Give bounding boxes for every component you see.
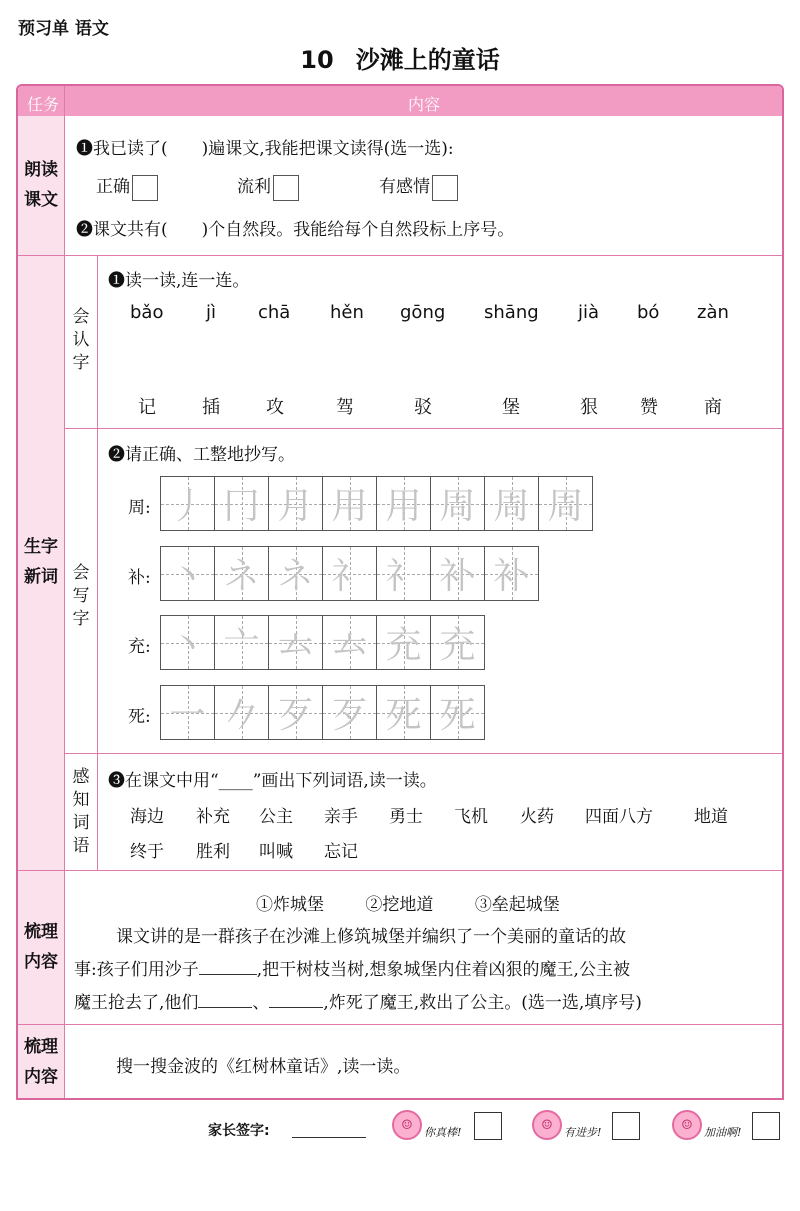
- char-item: 插: [202, 397, 220, 418]
- pinyin-item: gōng: [400, 302, 446, 323]
- task-text: 生字: [24, 537, 58, 557]
- char-item: 驾: [336, 397, 354, 418]
- tracing-cell[interactable]: [376, 546, 431, 601]
- tracing-glyph: 死: [439, 695, 476, 736]
- tracing-cell[interactable]: [214, 685, 269, 740]
- task-text: 内容: [24, 952, 58, 972]
- tracing-cell[interactable]: [214, 615, 269, 670]
- tracing-glyph: 充: [385, 625, 422, 666]
- tracing-cell[interactable]: [214, 476, 269, 531]
- option-label: 流利: [237, 177, 271, 197]
- pinyin-item: zàn: [697, 302, 729, 323]
- row-divider: [18, 255, 782, 256]
- tracing-glyph: ネ: [277, 556, 314, 597]
- signature-line[interactable]: [292, 1137, 366, 1138]
- vocab-word: 忘记: [324, 842, 358, 862]
- tracing-glyph: 周: [439, 486, 476, 527]
- write-char-label: 死:: [128, 707, 151, 727]
- tracing-glyph: 补: [439, 556, 476, 597]
- row-divider: [18, 870, 782, 871]
- write-char-label: 周:: [128, 498, 151, 518]
- option-expressive: [379, 172, 458, 201]
- choice-item: ①炸城堡: [256, 895, 324, 915]
- label-char: 词: [72, 813, 90, 833]
- vocab-word: 四面八方: [585, 807, 653, 827]
- char-item: 驳: [414, 397, 432, 418]
- summary-text: 事:孩子们用沙子: [74, 960, 199, 980]
- fill-blank[interactable]: [198, 1007, 252, 1008]
- fill-blank[interactable]: [199, 974, 257, 975]
- option-checkbox[interactable]: [132, 175, 158, 201]
- tracing-glyph: 冂: [223, 486, 260, 527]
- label-char: 会: [72, 563, 90, 583]
- tracing-glyph: 亠: [223, 625, 260, 666]
- tracing-cell[interactable]: [376, 615, 431, 670]
- vocab-word: 补充: [196, 807, 230, 827]
- read-count-question: ❶我已读了( )遍课文,我能把课文读得(选一选):: [76, 139, 454, 159]
- pinyin-item: shāng: [484, 302, 539, 323]
- task-extend: [18, 1032, 64, 1092]
- task-read-aloud: [18, 155, 64, 215]
- tracing-glyph: 礻: [385, 556, 422, 597]
- vocab-word: 飞机: [454, 807, 488, 827]
- choice-item: ③垒起城堡: [474, 895, 560, 915]
- task-text: 课文: [24, 190, 58, 210]
- vocab-word: 地道: [694, 807, 728, 827]
- tracing-cell[interactable]: [160, 476, 215, 531]
- tracing-cell[interactable]: [214, 546, 269, 601]
- tracing-cell[interactable]: [322, 615, 377, 670]
- tracing-cell[interactable]: [484, 476, 539, 531]
- tracing-glyph: 周: [547, 486, 584, 527]
- tracing-glyph: 补: [493, 556, 530, 597]
- summary-text: 、: [252, 993, 270, 1013]
- tracing-grid-zhou: [160, 476, 593, 531]
- tracing-cell[interactable]: [160, 546, 215, 601]
- sun-face-icon: ☺: [392, 1110, 422, 1140]
- vocab-word: 勇士: [389, 807, 423, 827]
- pinyin-item: chā: [258, 302, 291, 323]
- sun-face-icon: ☺: [672, 1110, 702, 1140]
- worksheet-label: 预习单 语文: [18, 19, 109, 39]
- option-label: 有感情: [379, 177, 430, 197]
- cheer-keep-going: 加油啊!: [704, 1126, 742, 1139]
- tracing-cell[interactable]: [430, 685, 485, 740]
- tracing-glyph: 丶: [169, 625, 206, 666]
- pinyin-item: jià: [578, 302, 600, 323]
- tracing-glyph: 歹: [277, 695, 314, 736]
- label-char: 知: [72, 790, 90, 810]
- sun-face-icon: ☺: [532, 1110, 562, 1140]
- tracing-cell[interactable]: [322, 685, 377, 740]
- label-char: 写: [72, 586, 90, 606]
- task-text: 梳理: [24, 1037, 58, 1057]
- label-write: [66, 562, 96, 631]
- fill-blank[interactable]: [269, 1007, 323, 1008]
- tracing-glyph: 用: [331, 486, 368, 527]
- label-char: 会: [72, 307, 90, 327]
- recognize-instruction: ❶读一读,连一连。: [108, 271, 250, 291]
- tracing-cell[interactable]: [160, 685, 215, 740]
- summary-line: [74, 988, 642, 1013]
- subcolumn-divider: [97, 256, 98, 870]
- summary-text: ,炸死了魔王,救出了公主。(选一选,填序号): [323, 993, 642, 1013]
- task-text: 新词: [24, 567, 58, 587]
- task-text: 朗读: [24, 160, 58, 180]
- tracing-cell[interactable]: [430, 476, 485, 531]
- vocab-word: 终于: [130, 842, 164, 862]
- tracing-cell[interactable]: [268, 546, 323, 601]
- pinyin-item: bǎo: [130, 302, 164, 323]
- sense-instruction: ❸在课文中用“____”画出下列词语,读一读。: [108, 771, 437, 791]
- tracing-cell[interactable]: [322, 546, 377, 601]
- cheer-great: 你真棒!: [424, 1126, 462, 1139]
- char-item: 记: [138, 397, 156, 418]
- row-divider: [65, 428, 782, 429]
- tracing-glyph: 月: [277, 486, 314, 527]
- rating-checkbox[interactable]: [612, 1112, 640, 1140]
- vocab-word: 火药: [520, 807, 554, 827]
- option-checkbox[interactable]: [273, 175, 299, 201]
- summary-line: [74, 955, 630, 980]
- header-task: 任务: [26, 95, 59, 114]
- char-item: 堡: [502, 397, 520, 418]
- label-sense: [66, 766, 96, 858]
- tracing-glyph: 死: [385, 695, 422, 736]
- tracing-glyph: 丶: [169, 556, 206, 597]
- tracing-grid-si: [160, 685, 485, 740]
- cheer-progress: 有进步!: [564, 1126, 602, 1139]
- tracing-glyph: 𠂊: [223, 695, 260, 736]
- write-char-label: 补:: [128, 568, 151, 588]
- tracing-cell[interactable]: [268, 685, 323, 740]
- tracing-grid-chong: [160, 615, 485, 670]
- lesson-number: 10: [300, 46, 334, 74]
- vocab-word: 海边: [130, 807, 164, 827]
- tracing-glyph: 用: [385, 486, 422, 527]
- task-new-words: [18, 532, 64, 592]
- label-char: 字: [72, 609, 90, 629]
- vocab-word: 亲手: [324, 807, 358, 827]
- tracing-glyph: 歹: [331, 695, 368, 736]
- rating-checkbox[interactable]: [752, 1112, 780, 1140]
- parent-signature-label: 家长签字:: [208, 1123, 270, 1139]
- tracing-cell[interactable]: [484, 546, 539, 601]
- tracing-glyph: 一: [169, 695, 206, 736]
- extend-text: 搜一搜金波的《红树林童话》,读一读。: [116, 1057, 411, 1077]
- choice-item: ②挖地道: [365, 895, 434, 915]
- pinyin-item: hěn: [330, 302, 364, 323]
- row-divider: [18, 1024, 782, 1025]
- pinyin-item: jì: [206, 302, 217, 323]
- label-char: 感: [72, 767, 90, 787]
- tracing-glyph: 礻: [331, 556, 368, 597]
- label-char: 语: [72, 836, 90, 856]
- tracing-cell[interactable]: [322, 476, 377, 531]
- tracing-glyph: 𠫓: [331, 625, 368, 666]
- paragraph-count-question: ❷课文共有( )个自然段。我能给每个自然段标上序号。: [76, 220, 515, 240]
- char-item: 商: [704, 397, 722, 418]
- option-checkbox[interactable]: [432, 175, 458, 201]
- tracing-glyph: 充: [439, 625, 476, 666]
- pinyin-item: bó: [637, 302, 660, 323]
- column-divider: [64, 86, 65, 1098]
- label-char: 字: [72, 353, 90, 373]
- tracing-cell[interactable]: [430, 546, 485, 601]
- tracing-glyph: 𠫓: [277, 625, 314, 666]
- tracing-cell[interactable]: [376, 476, 431, 531]
- write-instruction: ❷请正确、工整地抄写。: [108, 445, 295, 465]
- lesson-title: 沙滩上的童话: [355, 46, 500, 74]
- summary-choices: [256, 890, 560, 915]
- summary-text: ,把干树枝当树,想象城堡内住着凶狠的魔王,公主被: [256, 960, 630, 980]
- option-label: 正确: [96, 177, 130, 197]
- tracing-grid-bu: [160, 546, 539, 601]
- tracing-cell[interactable]: [268, 615, 323, 670]
- tracing-glyph: 周: [493, 486, 530, 527]
- task-text: 内容: [24, 1067, 58, 1087]
- char-item: 赞: [640, 397, 658, 418]
- char-item: 狠: [580, 397, 598, 418]
- tracing-cell[interactable]: [538, 476, 593, 531]
- vocab-word: 叫喊: [259, 842, 293, 862]
- row-divider: [65, 753, 782, 754]
- page-title: [0, 40, 800, 75]
- header-content: 内容: [407, 95, 440, 114]
- tracing-cell[interactable]: [268, 476, 323, 531]
- tracing-cell[interactable]: [160, 615, 215, 670]
- tracing-cell[interactable]: [376, 685, 431, 740]
- write-char-label: 充:: [128, 637, 151, 657]
- tracing-cell[interactable]: [430, 615, 485, 670]
- rating-checkbox[interactable]: [474, 1112, 502, 1140]
- summary-line: 课文讲的是一群孩子在沙滩上修筑城堡并编织了一个美丽的童话的故: [116, 927, 626, 947]
- task-text: 梳理: [24, 922, 58, 942]
- vocab-word: 胜利: [196, 842, 230, 862]
- label-char: 认: [72, 330, 90, 350]
- option-fluent: [237, 172, 299, 201]
- vocab-word: 公主: [259, 807, 293, 827]
- task-summary: [18, 917, 64, 977]
- tracing-glyph: 丿: [169, 486, 206, 527]
- label-recognize: [66, 306, 96, 375]
- tracing-glyph: ネ: [223, 556, 260, 597]
- option-correct: [96, 172, 158, 201]
- char-item: 攻: [266, 397, 284, 418]
- summary-text: 魔王抢去了,他们: [74, 993, 199, 1013]
